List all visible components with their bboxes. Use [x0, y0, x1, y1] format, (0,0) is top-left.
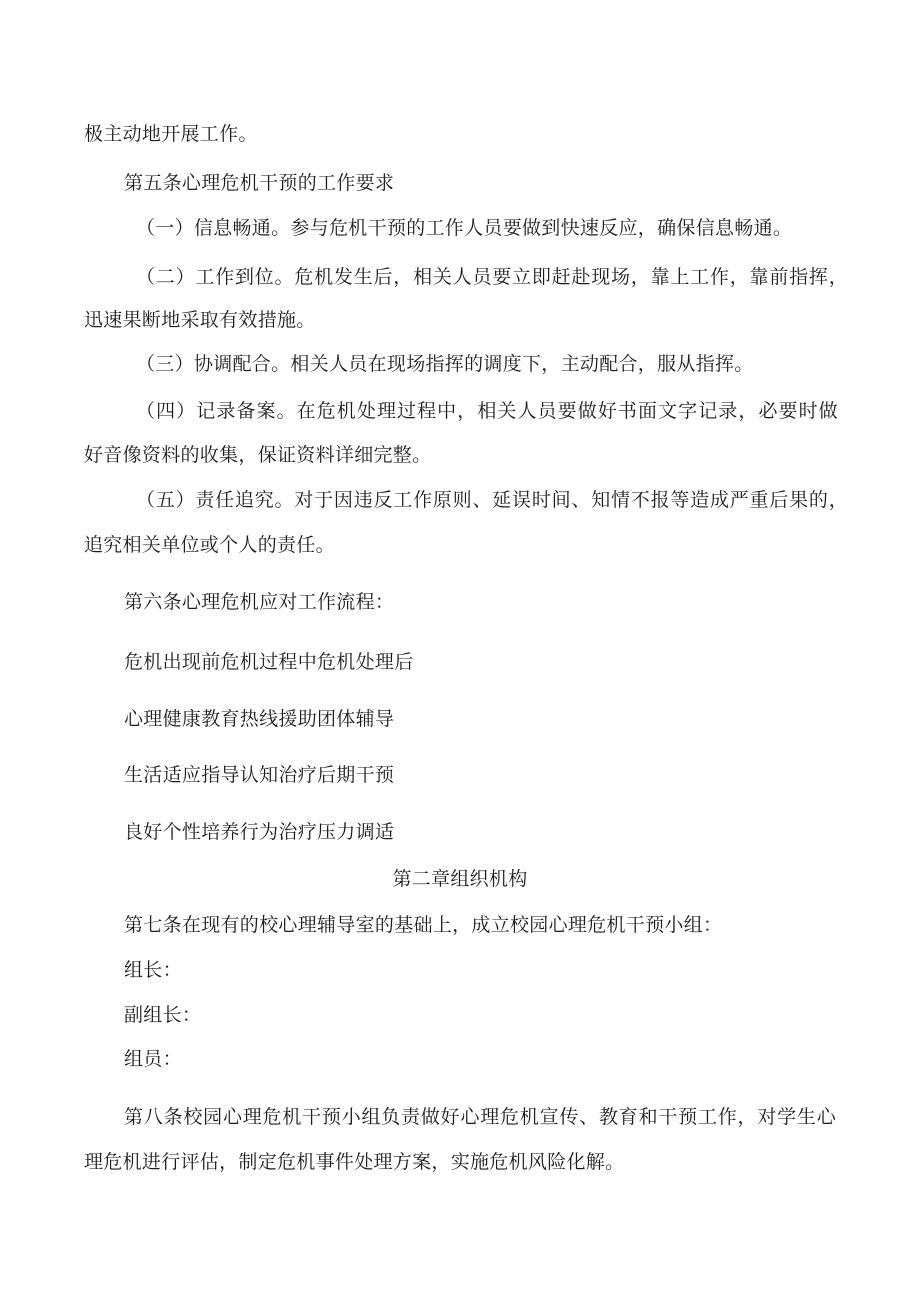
article-6-heading: 第六条心理危机应对工作流程： [124, 591, 395, 613]
article-5-item-4-line-2: 好音像资料的收集，保证资料详细完整。 [84, 444, 432, 466]
article-5-item-2-line-2: 迅速果断地采取有效措施。 [84, 309, 316, 331]
article-7-text: 第七条在现有的校心理辅导室的基础上，成立校园心理危机干预小组： [124, 914, 723, 936]
article-5-heading: 第五条心理危机干预的工作要求 [124, 172, 395, 194]
workflow-row-4: 良好个性培养行为治疗压力调适 [124, 821, 395, 843]
text-line-continuation: 极主动地开展工作。 [84, 123, 258, 145]
article-8-line-1: 第八条校园心理危机干预小组负责做好心理危机宣传、教育和干预工作，对学生心 [124, 1106, 836, 1128]
chapter-2-title: 第二章组织机构 [392, 868, 528, 890]
group-leader-label: 组长： [124, 959, 182, 981]
article-8-line-2: 理危机进行评估，制定危机事件处理方案，实施危机风险化解。 [84, 1151, 625, 1173]
article-5-item-5-line-1: （五）责任追究。对于因违反工作原则、延误时间、知情不报等造成严重后果的， [136, 489, 848, 511]
article-5-item-2-line-1: （二）工作到位。危机发生后，相关人员要立即赶赴现场，靠上工作，靠前指挥， [136, 266, 848, 288]
article-5-item-3: （三）协调配合。相关人员在现场指挥的调度下，主动配合，服从指挥。 [136, 353, 754, 375]
workflow-row-1: 危机出现前危机过程中危机处理后 [124, 651, 414, 673]
article-5-item-5-line-2: 追究相关单位或个人的责任。 [84, 534, 335, 556]
workflow-row-2: 心理健康教育热线援助团体辅导 [124, 708, 395, 730]
deputy-leader-label: 副组长： [124, 1004, 202, 1026]
article-5-item-4-line-1: （四）记录备案。在危机处理过程中，相关人员要做好书面文字记录，必要时做 [136, 400, 838, 422]
article-5-item-1: （一）信息畅通。参与危机干预的工作人员要做到快速反应，确保信息畅通。 [136, 217, 793, 239]
workflow-row-3: 生活适应指导认知治疗后期干预 [124, 764, 395, 786]
members-label: 组员： [124, 1048, 182, 1070]
